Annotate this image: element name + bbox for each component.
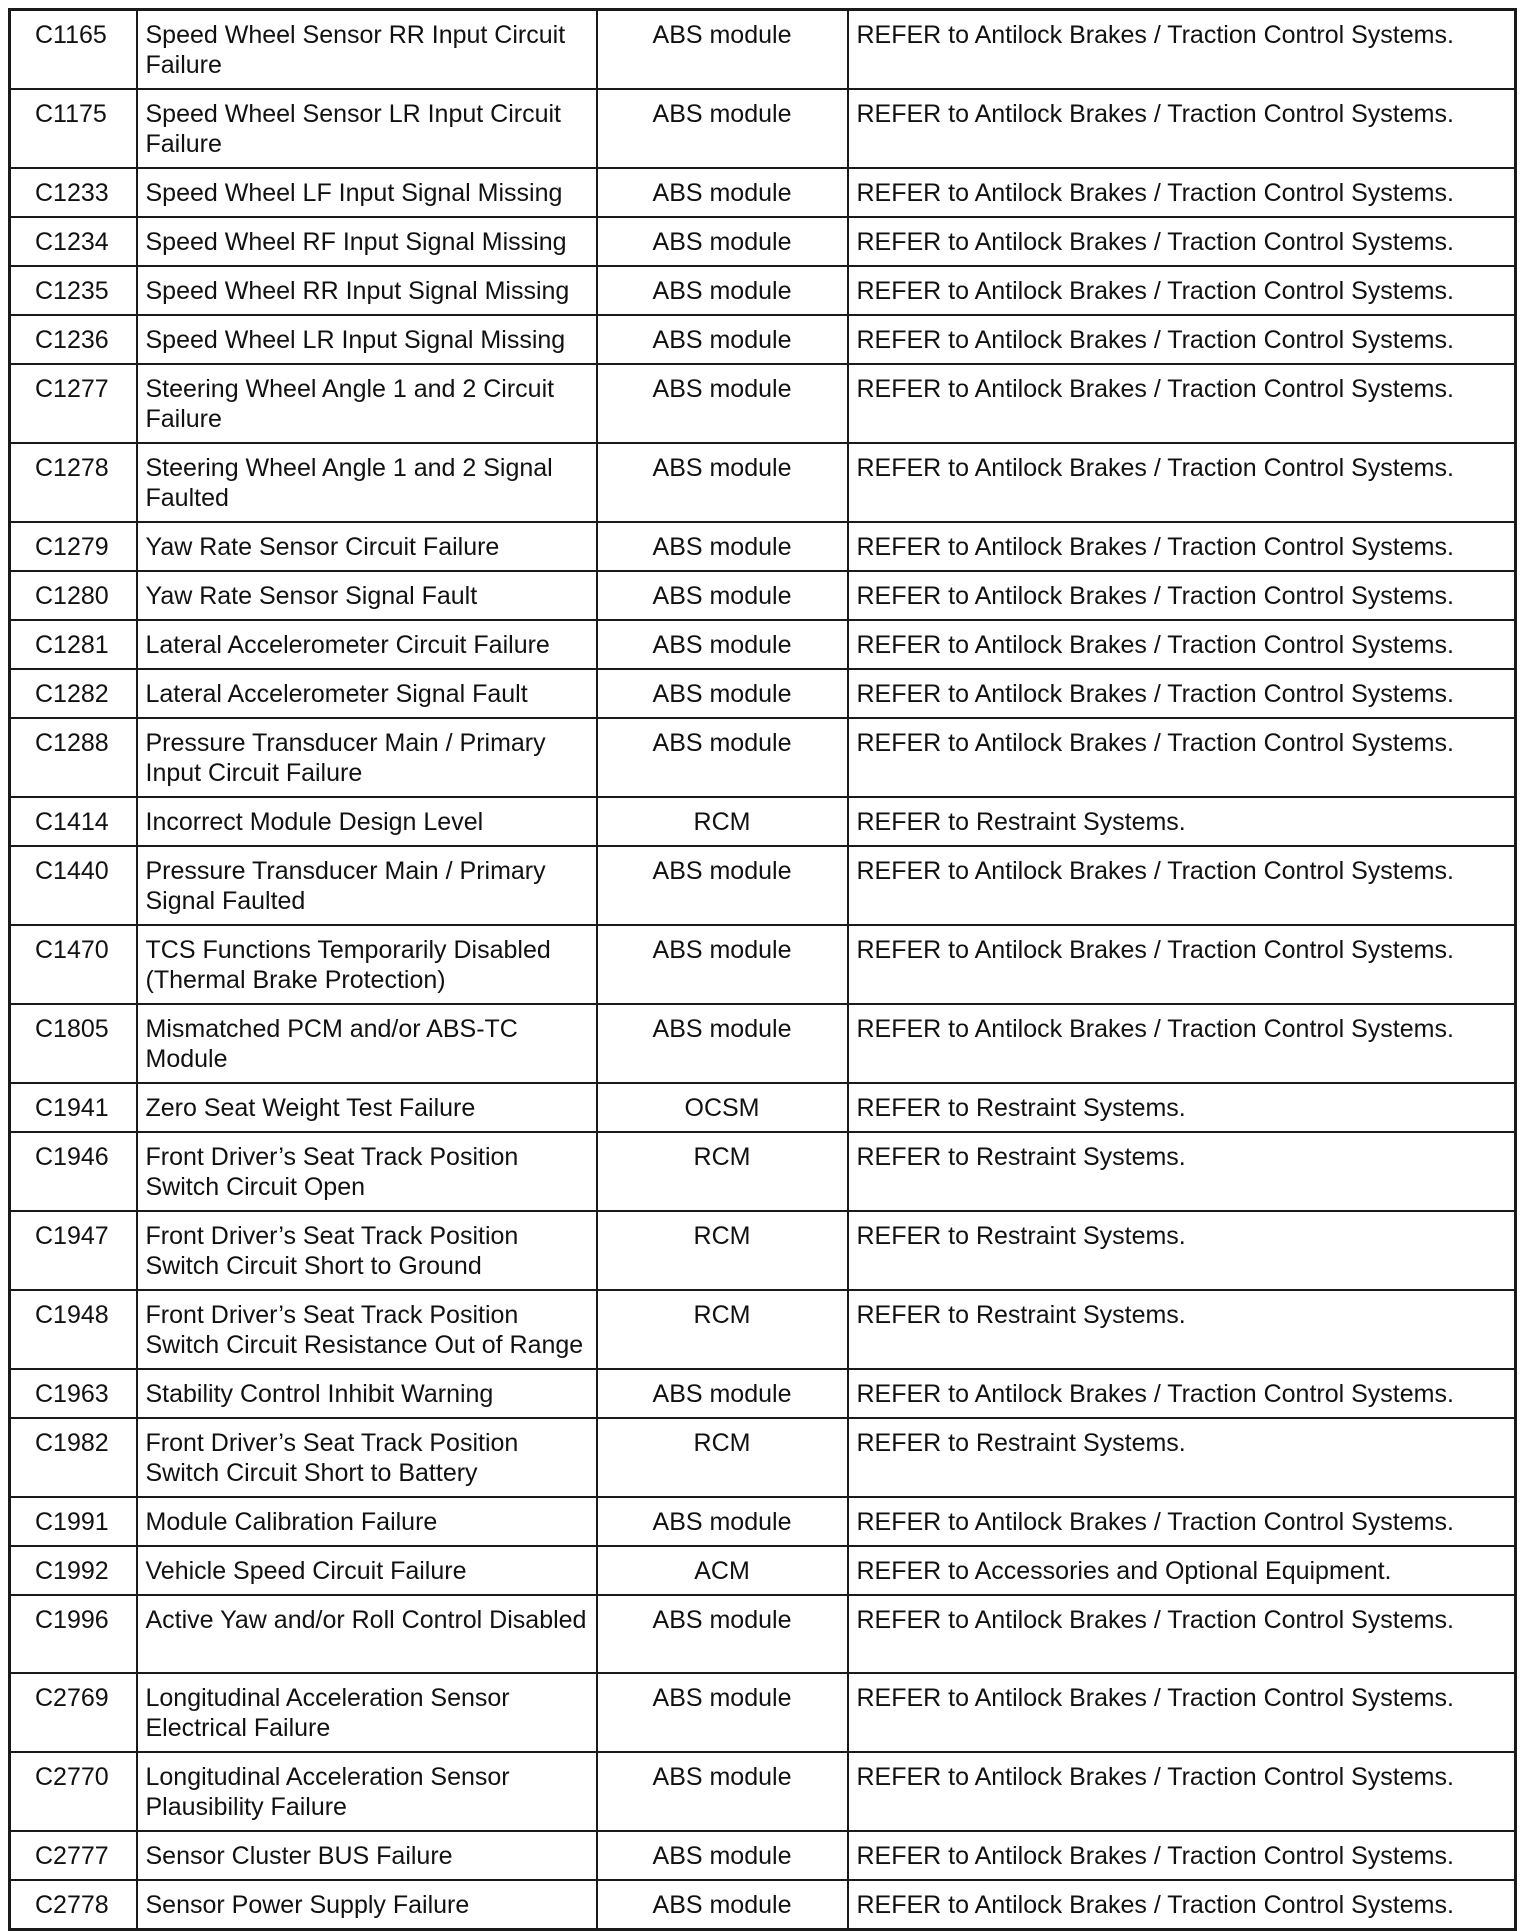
dtc-description-cell: Module Calibration Failure (137, 1497, 597, 1546)
dtc-module-cell: ACM (597, 1546, 848, 1595)
dtc-module-cell: OCSM (597, 1083, 848, 1132)
dtc-code-cell: C1288 (10, 718, 137, 797)
table-row (10, 217, 1516, 266)
dtc-code-cell: C1440 (10, 846, 137, 925)
dtc-module-cell: ABS module (597, 217, 848, 266)
dtc-module-cell: ABS module (597, 925, 848, 1004)
dtc-description-cell: Steering Wheel Angle 1 and 2 Signal Faulted (137, 443, 597, 522)
table-row (10, 925, 1516, 1004)
dtc-module-cell: ABS module (597, 364, 848, 443)
dtc-module-cell: ABS module (597, 846, 848, 925)
dtc-description-cell: Front Driver’s Seat Track Position Switch Circuit Open (137, 1132, 597, 1211)
dtc-code-cell: C1946 (10, 1132, 137, 1211)
dtc-action-cell: REFER to Antilock Brakes / Traction Control Systems. (848, 620, 1516, 669)
table-row (10, 846, 1516, 925)
table-row (10, 1211, 1516, 1290)
dtc-description-cell: Longitudinal Acceleration Sensor Plausibility Failure (137, 1752, 597, 1831)
dtc-code-cell: C1236 (10, 315, 137, 364)
dtc-action-cell: REFER to Restraint Systems. (848, 1290, 1516, 1369)
dtc-module-cell: ABS module (597, 168, 848, 217)
dtc-description-cell: Incorrect Module Design Level (137, 797, 597, 846)
dtc-description-cell: Speed Wheel Sensor RR Input Circuit Failure (137, 10, 597, 90)
dtc-action-cell: REFER to Antilock Brakes / Traction Control Systems. (848, 1595, 1516, 1673)
dtc-description-cell: Front Driver’s Seat Track Position Switch Circuit Short to Ground (137, 1211, 597, 1290)
dtc-code-cell: C1278 (10, 443, 137, 522)
table-row (10, 266, 1516, 315)
dtc-action-cell: REFER to Restraint Systems. (848, 1132, 1516, 1211)
dtc-code-cell: C2778 (10, 1880, 137, 1930)
table-row (10, 1004, 1516, 1083)
dtc-action-cell: REFER to Antilock Brakes / Traction Control Systems. (848, 522, 1516, 571)
table-row (10, 1546, 1516, 1595)
dtc-code-cell: C1280 (10, 571, 137, 620)
dtc-action-cell: REFER to Antilock Brakes / Traction Control Systems. (848, 443, 1516, 522)
table-row (10, 1369, 1516, 1418)
table-row (10, 1132, 1516, 1211)
dtc-module-cell: ABS module (597, 1595, 848, 1673)
dtc-action-cell: REFER to Accessories and Optional Equipment. (848, 1546, 1516, 1595)
dtc-description-cell: Front Driver’s Seat Track Position Switch Circuit Resistance Out of Range (137, 1290, 597, 1369)
dtc-code-cell: C2777 (10, 1831, 137, 1880)
dtc-table-body (10, 10, 1516, 1930)
dtc-module-cell: ABS module (597, 718, 848, 797)
dtc-action-cell: REFER to Antilock Brakes / Traction Control Systems. (848, 846, 1516, 925)
dtc-description-cell: Speed Wheel RR Input Signal Missing (137, 266, 597, 315)
dtc-code-cell: C1805 (10, 1004, 137, 1083)
dtc-action-cell: REFER to Antilock Brakes / Traction Control Systems. (848, 925, 1516, 1004)
dtc-code-cell: C1947 (10, 1211, 137, 1290)
dtc-code-cell: C1175 (10, 89, 137, 168)
dtc-action-cell: REFER to Antilock Brakes / Traction Control Systems. (848, 266, 1516, 315)
dtc-description-cell: Stability Control Inhibit Warning (137, 1369, 597, 1418)
dtc-code-cell: C2770 (10, 1752, 137, 1831)
table-row (10, 797, 1516, 846)
dtc-module-cell: ABS module (597, 571, 848, 620)
table-row (10, 168, 1516, 217)
dtc-module-cell: ABS module (597, 443, 848, 522)
table-row (10, 669, 1516, 718)
table-row (10, 89, 1516, 168)
dtc-description-cell: Sensor Cluster BUS Failure (137, 1831, 597, 1880)
table-row (10, 315, 1516, 364)
dtc-action-cell: REFER to Antilock Brakes / Traction Control Systems. (848, 364, 1516, 443)
dtc-code-cell: C2769 (10, 1673, 137, 1752)
dtc-code-cell: C1991 (10, 1497, 137, 1546)
dtc-module-cell: ABS module (597, 10, 848, 90)
dtc-module-cell: ABS module (597, 669, 848, 718)
table-row (10, 522, 1516, 571)
dtc-module-cell: ABS module (597, 1497, 848, 1546)
table-row (10, 1673, 1516, 1752)
dtc-code-cell: C1941 (10, 1083, 137, 1132)
dtc-module-cell: RCM (597, 1132, 848, 1211)
dtc-description-cell: Zero Seat Weight Test Failure (137, 1083, 597, 1132)
dtc-action-cell: REFER to Antilock Brakes / Traction Control Systems. (848, 1004, 1516, 1083)
dtc-action-cell: REFER to Antilock Brakes / Traction Control Systems. (848, 669, 1516, 718)
dtc-description-cell: Lateral Accelerometer Signal Fault (137, 669, 597, 718)
dtc-description-cell: Speed Wheel LR Input Signal Missing (137, 315, 597, 364)
dtc-description-cell: Lateral Accelerometer Circuit Failure (137, 620, 597, 669)
table-row (10, 1418, 1516, 1497)
dtc-description-cell: Steering Wheel Angle 1 and 2 Circuit Failure (137, 364, 597, 443)
table-row (10, 1752, 1516, 1831)
dtc-code-cell: C1165 (10, 10, 137, 90)
dtc-description-cell: Yaw Rate Sensor Circuit Failure (137, 522, 597, 571)
dtc-description-cell: Yaw Rate Sensor Signal Fault (137, 571, 597, 620)
dtc-module-cell: ABS module (597, 1880, 848, 1930)
dtc-action-cell: REFER to Antilock Brakes / Traction Control Systems. (848, 10, 1516, 90)
dtc-code-cell: C1992 (10, 1546, 137, 1595)
dtc-module-cell: RCM (597, 1290, 848, 1369)
dtc-code-cell: C1277 (10, 364, 137, 443)
dtc-description-cell: Longitudinal Acceleration Sensor Electrical Failure (137, 1673, 597, 1752)
dtc-description-cell: Speed Wheel RF Input Signal Missing (137, 217, 597, 266)
dtc-module-cell: RCM (597, 797, 848, 846)
table-row (10, 1083, 1516, 1132)
dtc-code-cell: C1233 (10, 168, 137, 217)
table-row (10, 364, 1516, 443)
dtc-description-cell: Pressure Transducer Main / Primary Signal Faulted (137, 846, 597, 925)
dtc-module-cell: ABS module (597, 1831, 848, 1880)
dtc-code-cell: C1414 (10, 797, 137, 846)
dtc-action-cell: REFER to Antilock Brakes / Traction Control Systems. (848, 1831, 1516, 1880)
dtc-module-cell: ABS module (597, 89, 848, 168)
dtc-code-cell: C1235 (10, 266, 137, 315)
table-row (10, 571, 1516, 620)
dtc-description-cell: Speed Wheel Sensor LR Input Circuit Failure (137, 89, 597, 168)
dtc-module-cell: ABS module (597, 1004, 848, 1083)
table-row (10, 1290, 1516, 1369)
dtc-action-cell: REFER to Restraint Systems. (848, 797, 1516, 846)
dtc-action-cell: REFER to Antilock Brakes / Traction Control Systems. (848, 168, 1516, 217)
table-row (10, 620, 1516, 669)
table-row (10, 443, 1516, 522)
dtc-action-cell: REFER to Antilock Brakes / Traction Control Systems. (848, 315, 1516, 364)
dtc-description-cell: Mismatched PCM and/or ABS-TC Module (137, 1004, 597, 1083)
dtc-action-cell: REFER to Restraint Systems. (848, 1418, 1516, 1497)
table-row (10, 10, 1516, 90)
dtc-description-cell: Vehicle Speed Circuit Failure (137, 1546, 597, 1595)
dtc-code-cell: C1963 (10, 1369, 137, 1418)
dtc-action-cell: REFER to Restraint Systems. (848, 1083, 1516, 1132)
dtc-action-cell: REFER to Antilock Brakes / Traction Control Systems. (848, 571, 1516, 620)
dtc-action-cell: REFER to Antilock Brakes / Traction Control Systems. (848, 1752, 1516, 1831)
dtc-module-cell: RCM (597, 1418, 848, 1497)
table-row (10, 1595, 1516, 1673)
dtc-description-cell: Pressure Transducer Main / Primary Input Circuit Failure (137, 718, 597, 797)
dtc-code-cell: C1996 (10, 1595, 137, 1673)
dtc-description-cell: Active Yaw and/or Roll Control Disabled (137, 1595, 597, 1673)
dtc-code-cell: C1282 (10, 669, 137, 718)
dtc-description-cell: TCS Functions Temporarily Disabled (Thermal Brake Protection) (137, 925, 597, 1004)
dtc-action-cell: REFER to Antilock Brakes / Traction Control Systems. (848, 1673, 1516, 1752)
dtc-code-cell: C1279 (10, 522, 137, 571)
dtc-code-cell: C1470 (10, 925, 137, 1004)
dtc-action-cell: REFER to Restraint Systems. (848, 1211, 1516, 1290)
dtc-action-cell: REFER to Antilock Brakes / Traction Control Systems. (848, 89, 1516, 168)
dtc-module-cell: ABS module (597, 266, 848, 315)
dtc-table (8, 8, 1517, 1931)
dtc-module-cell: ABS module (597, 1369, 848, 1418)
dtc-description-cell: Sensor Power Supply Failure (137, 1880, 597, 1930)
dtc-module-cell: ABS module (597, 315, 848, 364)
dtc-module-cell: ABS module (597, 620, 848, 669)
dtc-module-cell: ABS module (597, 1752, 848, 1831)
dtc-code-cell: C1948 (10, 1290, 137, 1369)
dtc-action-cell: REFER to Antilock Brakes / Traction Control Systems. (848, 1369, 1516, 1418)
dtc-description-cell: Speed Wheel LF Input Signal Missing (137, 168, 597, 217)
dtc-action-cell: REFER to Antilock Brakes / Traction Control Systems. (848, 217, 1516, 266)
dtc-action-cell: REFER to Antilock Brakes / Traction Control Systems. (848, 1880, 1516, 1930)
dtc-module-cell: ABS module (597, 1673, 848, 1752)
dtc-code-cell: C1281 (10, 620, 137, 669)
dtc-action-cell: REFER to Antilock Brakes / Traction Control Systems. (848, 718, 1516, 797)
table-row (10, 1880, 1516, 1930)
dtc-module-cell: RCM (597, 1211, 848, 1290)
dtc-module-cell: ABS module (597, 522, 848, 571)
table-row (10, 718, 1516, 797)
dtc-action-cell: REFER to Antilock Brakes / Traction Control Systems. (848, 1497, 1516, 1546)
dtc-code-cell: C1234 (10, 217, 137, 266)
dtc-code-cell: C1982 (10, 1418, 137, 1497)
table-row (10, 1497, 1516, 1546)
dtc-description-cell: Front Driver’s Seat Track Position Switch Circuit Short to Battery (137, 1418, 597, 1497)
table-row (10, 1831, 1516, 1880)
